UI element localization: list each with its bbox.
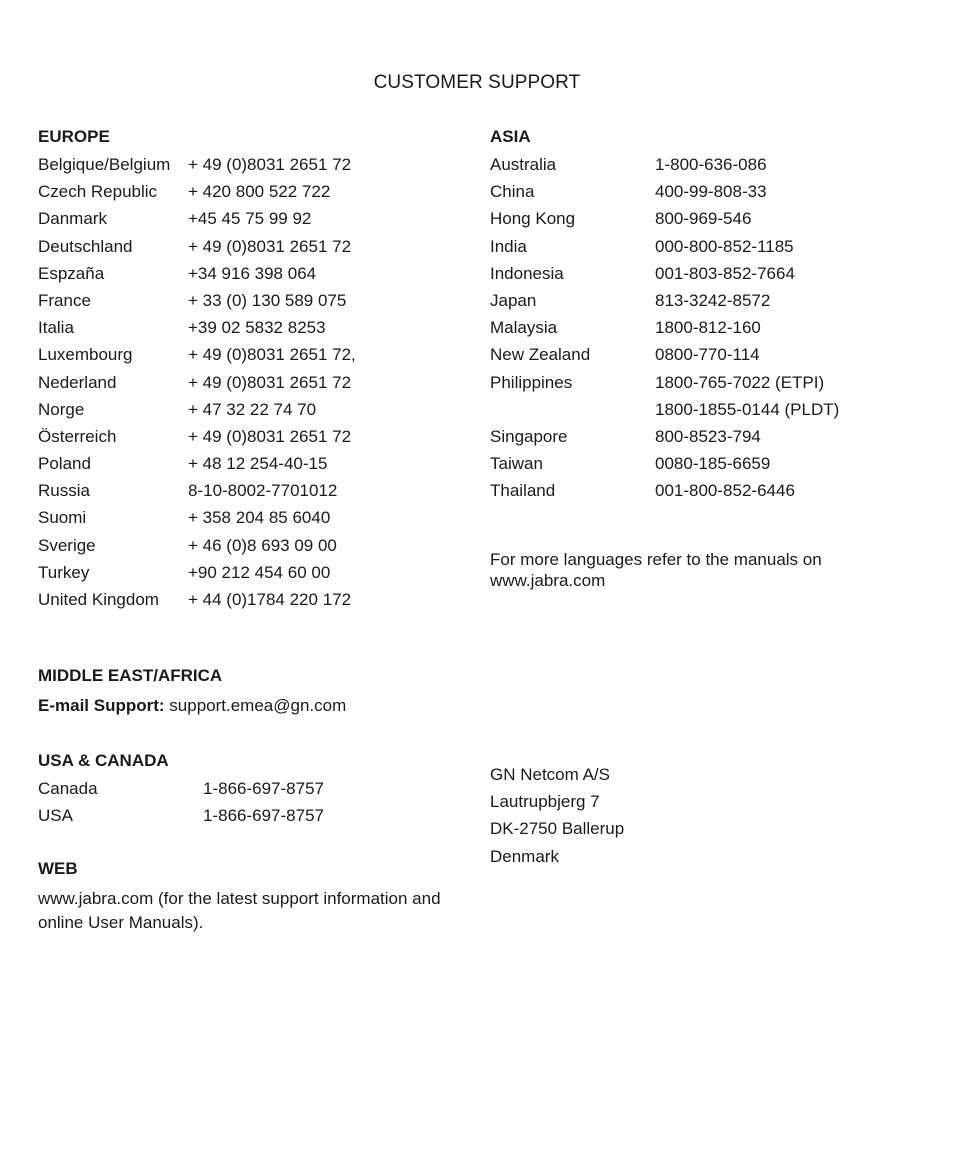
table-row <box>38 151 356 178</box>
table-row <box>490 233 870 260</box>
address-line: DK-2750 Ballerup <box>490 819 625 839</box>
more-languages-note: For more languages refer to the manuals on www.jabra.com <box>490 550 822 591</box>
usa-canada-heading: USA & CANADA <box>38 751 169 770</box>
country-name: Malaysia <box>490 318 558 338</box>
phone-number: 1-800-636-086 <box>655 155 767 174</box>
country-name: Hong Kong <box>490 209 576 229</box>
asia-heading: ASIA <box>490 127 531 146</box>
phone-number: + 49 (0)8031 2651 72 <box>188 426 352 446</box>
table-row <box>38 178 356 205</box>
email-support-line <box>38 696 346 716</box>
country-name <box>490 396 655 423</box>
table-row <box>490 205 870 232</box>
usa-canada-section <box>38 751 324 829</box>
country-name: Turkey <box>38 562 90 582</box>
phone-number: + 33 (0) 130 589 075 <box>188 290 347 310</box>
table-row <box>490 423 870 450</box>
asia-section <box>490 127 870 591</box>
country-name: India <box>490 236 527 256</box>
phone-number: 813-3242-8572 <box>655 290 771 310</box>
web-section <box>38 859 478 935</box>
phone-number: 0080-185-6659 <box>655 454 771 474</box>
address-line: GN Netcom A/S <box>490 765 610 784</box>
company-address <box>490 761 624 870</box>
country-name: Italia <box>38 318 74 338</box>
country-name: Canada <box>38 779 98 798</box>
phone-number: 8-10-8002-7701012 <box>188 481 338 501</box>
country-name: Philippines <box>490 372 573 392</box>
table-row <box>38 477 356 504</box>
address-line: Lautrupbjerg 7 <box>490 792 600 812</box>
country-name: Sverige <box>38 535 96 555</box>
table-row <box>38 314 356 341</box>
phone-number: + 48 12 254-40-15 <box>188 454 328 474</box>
phone-number: + 358 204 85 6040 <box>188 508 331 528</box>
country-name: France <box>38 290 91 310</box>
table-row <box>490 341 870 368</box>
country-name: Deutschland <box>38 236 133 256</box>
phone-number: 1800-765-7022 (ETPI) <box>655 372 825 392</box>
middle-east-africa-section <box>38 666 346 716</box>
table-row <box>38 260 356 287</box>
phone-number: + 47 32 22 74 70 <box>188 399 317 419</box>
country-name: Poland <box>38 454 91 474</box>
middle-east-africa-heading: MIDDLE EAST/AFRICA <box>38 666 223 685</box>
table-row <box>38 341 356 368</box>
country-name: USA <box>38 806 73 826</box>
table-row <box>38 559 356 586</box>
table-row <box>38 450 356 477</box>
table-row <box>38 233 356 260</box>
phone-number: 800-8523-794 <box>655 426 761 446</box>
europe-heading: EUROPE <box>38 127 110 146</box>
phone-number: 001-800-852-6446 <box>655 481 795 501</box>
email-support-address[interactable]: support.emea@gn.com <box>169 696 347 715</box>
table-row <box>490 396 870 423</box>
table-row <box>38 775 324 802</box>
country-name: Japan <box>490 290 537 310</box>
usa-canada-table <box>38 775 324 829</box>
asia-table <box>490 151 870 504</box>
table-row <box>490 151 870 178</box>
page-title: CUSTOMER SUPPORT <box>373 72 581 93</box>
table-row <box>490 260 870 287</box>
phone-number: + 46 (0)8 693 09 00 <box>188 535 337 555</box>
table-row <box>38 369 356 396</box>
phone-number: 1-866-697-8757 <box>203 806 324 826</box>
country-name: Österreich <box>38 426 117 446</box>
country-name: Czech Republic <box>38 182 158 202</box>
table-row <box>38 802 324 829</box>
web-text: www.jabra.com (for the latest support information and online User Manuals). <box>38 889 441 932</box>
table-row <box>490 178 870 205</box>
phone-number: 0800-770-114 <box>655 345 760 365</box>
country-name: New Zealand <box>490 345 591 365</box>
phone-number: + 49 (0)8031 2651 72 <box>188 236 352 256</box>
country-name: China <box>490 182 535 202</box>
europe-section <box>38 127 356 613</box>
country-name: Singapore <box>490 426 568 446</box>
country-name: Indonesia <box>490 263 564 283</box>
phone-number: 1800-1855-0144 (PLDT) <box>655 399 840 419</box>
table-row <box>38 287 356 314</box>
phone-number: + 49 (0)8031 2651 72 <box>188 372 352 392</box>
table-row <box>38 396 356 423</box>
address-line: Denmark <box>490 846 559 866</box>
country-name: Russia <box>38 481 90 501</box>
country-name: Danmark <box>38 209 107 229</box>
table-row <box>38 205 356 232</box>
country-name: Espzaña <box>38 263 105 283</box>
phone-number: 1-866-697-8757 <box>203 779 324 798</box>
country-name: Norge <box>38 399 85 419</box>
phone-number: + 420 800 522 722 <box>188 182 331 202</box>
phone-number: 1800-812-160 <box>655 318 761 338</box>
phone-number: + 44 (0)1784 220 172 <box>188 590 352 609</box>
web-heading: WEB <box>38 859 78 878</box>
country-name: Thailand <box>490 481 556 501</box>
phone-number: +34 916 398 064 <box>188 263 317 283</box>
table-row <box>490 477 870 504</box>
table-row <box>38 504 356 531</box>
country-name: United Kingdom <box>38 590 159 609</box>
table-row <box>490 450 870 477</box>
country-name: Luxembourg <box>38 345 133 365</box>
country-name: Suomi <box>38 508 87 528</box>
phone-number: +90 212 454 60 00 <box>188 562 331 582</box>
table-row <box>38 586 356 613</box>
phone-number: +39 02 5832 8253 <box>188 318 326 338</box>
phone-number: + 49 (0)8031 2651 72, <box>188 345 356 365</box>
email-support-label: E-mail Support: <box>38 696 165 715</box>
phone-number: 800-969-546 <box>655 209 752 229</box>
phone-number: 400-99-808-33 <box>655 182 767 202</box>
table-row <box>490 287 870 314</box>
phone-number: +45 45 75 99 92 <box>188 209 312 229</box>
country-name: Nederland <box>38 372 117 392</box>
phone-number: 000-800-852-1185 <box>655 236 794 256</box>
table-row <box>38 532 356 559</box>
table-row <box>38 423 356 450</box>
country-name: Belgique/Belgium <box>38 155 171 174</box>
phone-number: + 49 (0)8031 2651 72 <box>188 155 352 174</box>
phone-number: 001-803-852-7664 <box>655 263 795 283</box>
europe-table <box>38 151 356 613</box>
table-row <box>490 314 870 341</box>
table-row <box>490 369 870 396</box>
country-name: Australia <box>490 155 557 174</box>
country-name: Taiwan <box>490 454 543 474</box>
